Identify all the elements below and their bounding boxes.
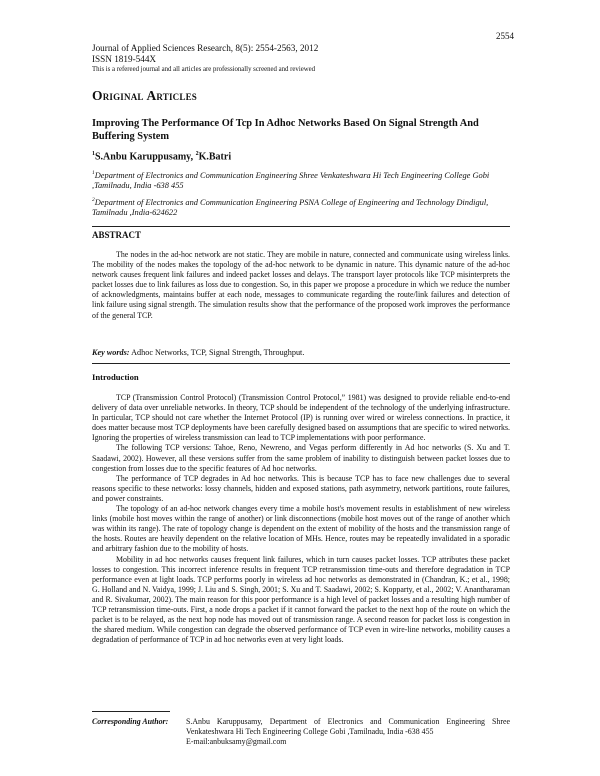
intro-paragraph-4: The topology of an ad-hoc network changes every time a mobile host's movement results in establishment of new wireless links (mobile host moves within the range of another) or link disconnections (mobile host moves out of the range of another which was within its range). The rate of topology change is dependent on the extent of mobility of the hosts and the transmission range of the hosts. Routes are heavily dependent on the relative location of MHs. Hence, routes may be repeatedly invalidated in a sporadic and arbitrary fashion due to the mobility of hosts. [92, 504, 510, 554]
intro-paragraph-3: The performance of TCP degrades in Ad hoc networks. This is because TCP has to face new challenges due to several reasons specific to these networks: lossy channels, hidden and exposed stations, path asymmetry, network partitions, route failures, and power constraints. [92, 473, 510, 503]
affiliation-1-sup: 1 [92, 170, 95, 176]
introduction-body [92, 393, 510, 645]
affiliation-1-text: Department of Electronics and Communication Engineering Shree Venkateshwara Hi Tech Engineering College Gobi ,Tamilnadu, India -638 455 [92, 170, 490, 191]
keywords-label: Key words: [92, 348, 130, 357]
corresponding-text: S.Anbu Karuppusamy, Department of Electronics and Communication Engineering Shree Venkateshwara Hi Tech Engineering College Gobi ,Tamilnadu, India -638 455 [186, 717, 510, 736]
abstract-heading: ABSTRACT [92, 230, 142, 240]
journal-issn: ISSN 1819-544X [92, 54, 157, 64]
journal-info [92, 43, 318, 74]
affiliation-1 [92, 168, 522, 192]
affiliation-2-text: Department of Electronics and Communication Engineering PSNA College of Engineering and Technology Dindigul, Tamilnadu ,India-624622 [92, 197, 489, 218]
section-heading: Original Articles [92, 88, 197, 103]
author-list [92, 151, 231, 162]
journal-note: This is a refereed journal and all articles are professionally screened and reviewed [92, 66, 316, 73]
introduction-heading: Introduction [92, 372, 139, 382]
journal-citation: Journal of Applied Sciences Research, 8(5): 2554-2563, 2012 [92, 43, 319, 53]
affiliation-2-sup: 2 [92, 197, 95, 203]
corresponding-label: Corresponding Author: [92, 717, 169, 726]
keywords-bottom-rule [92, 363, 510, 364]
intro-paragraph-5: Mobility in ad hoc networks causes frequent link failures, which in turn causes packet losses. TCP attributes these packet losses to congestion. This incorrect inference results in frequent TCP retransmission time-outs and therefore degradation in TCP performance even at light loads. TCP performs poorly in wireless ad hoc networks as demonstrated in (Chandran, K.; et al., 1998; G. Holland and N. Vaidya, 1999; J. Liu and S. Singh, 2001; S. Xu and T. Saadawi, 2002; S. Kopparty, et al., 2002; V. Anantharaman and R. Sivakumar, 2002). The main reason for this poor performance is a high level of packet losses and a resulting high number of TCP retransmission time-outs. First, a node drops a packet if it cannot forward the packet to the next hop of the route on which the packet is to be relayed, as the next hop node has moved out of transmission range. A second reason for packet loss is congestion in the shared medium. While congestion can degrade the observed performance of TCP even in wire-line networks, mobility causes a degradation of performance of TCP in ad hoc networks even at very light loads. [92, 554, 510, 645]
intro-paragraph-1: TCP (Transmission Control Protocol) (Transmission Control Protocol,” 1981) was designed to provide reliable end-to-end delivery of data over unreliable networks. In theory, TCP should be independent of the technology of the underlying infrastructure. In particular, TCP should not care whether the Internet Protocol (IP) is running over wired or wireless connections. In practice, it does matter because most TCP deployments have been carefully designed based on assumptions that are specific to wired networks. Ignoring the properties of wireless transmission can lead to TCP implementations with poor performance. [92, 393, 510, 443]
corresponding-email: E-mail:anbuksamy@gmail.com [186, 737, 287, 746]
author-2-sup: 2 [195, 151, 199, 157]
keywords-text: Adhoc Networks, TCP, Signal Strength, Throughput. [131, 348, 305, 357]
abstract-top-rule [92, 226, 510, 227]
author-2-name: K.Batri [198, 151, 232, 163]
intro-paragraph-2: The following TCP versions: Tahoe, Reno, Newreno, and Vegas perform differently in Ad hoc networks (S. Xu and T. Saadawi, 2002). However, all these versions suffer from the same problem of inability to distinguish between packet losses due to congestion from losses due to the specific features of Ad hoc networks. [92, 443, 510, 473]
footnote-rule [92, 711, 170, 712]
author-1-sup: 1 [92, 151, 95, 157]
corresponding-body [186, 717, 510, 747]
corresponding-author [92, 717, 510, 747]
author-1-name: S.Anbu Karuppusamy, [95, 151, 194, 163]
paper-title: Improving The Performance Of Tcp In Adhoc Networks Based On Signal Strength And Buffering System [92, 118, 479, 142]
page-number: 2554 [496, 31, 514, 41]
affiliation-2 [92, 195, 522, 219]
abstract-text: The nodes in the ad-hoc network are not static. They are mobile in nature, connected and communicate using wireless links. The mobility of the nodes makes the topology of the ad-hoc network to be dynamic in nature. This dynamic nature of the ad-hoc network causes frequent link failures and indeed packet losses and delays. The transport layer protocols like TCP misinterprets the packet losses due to link failures as loss due to congestion. So, in this paper we propose a procedure in which we reduce the number of acknowledgments, maintains buffer at each node, messages to communicate regarding the route/link failures and detection of link failure using signal strength. The simulation results show that the performance of the proposed work improves the performance of the general TCP. [92, 250, 510, 320]
keywords [92, 348, 304, 357]
